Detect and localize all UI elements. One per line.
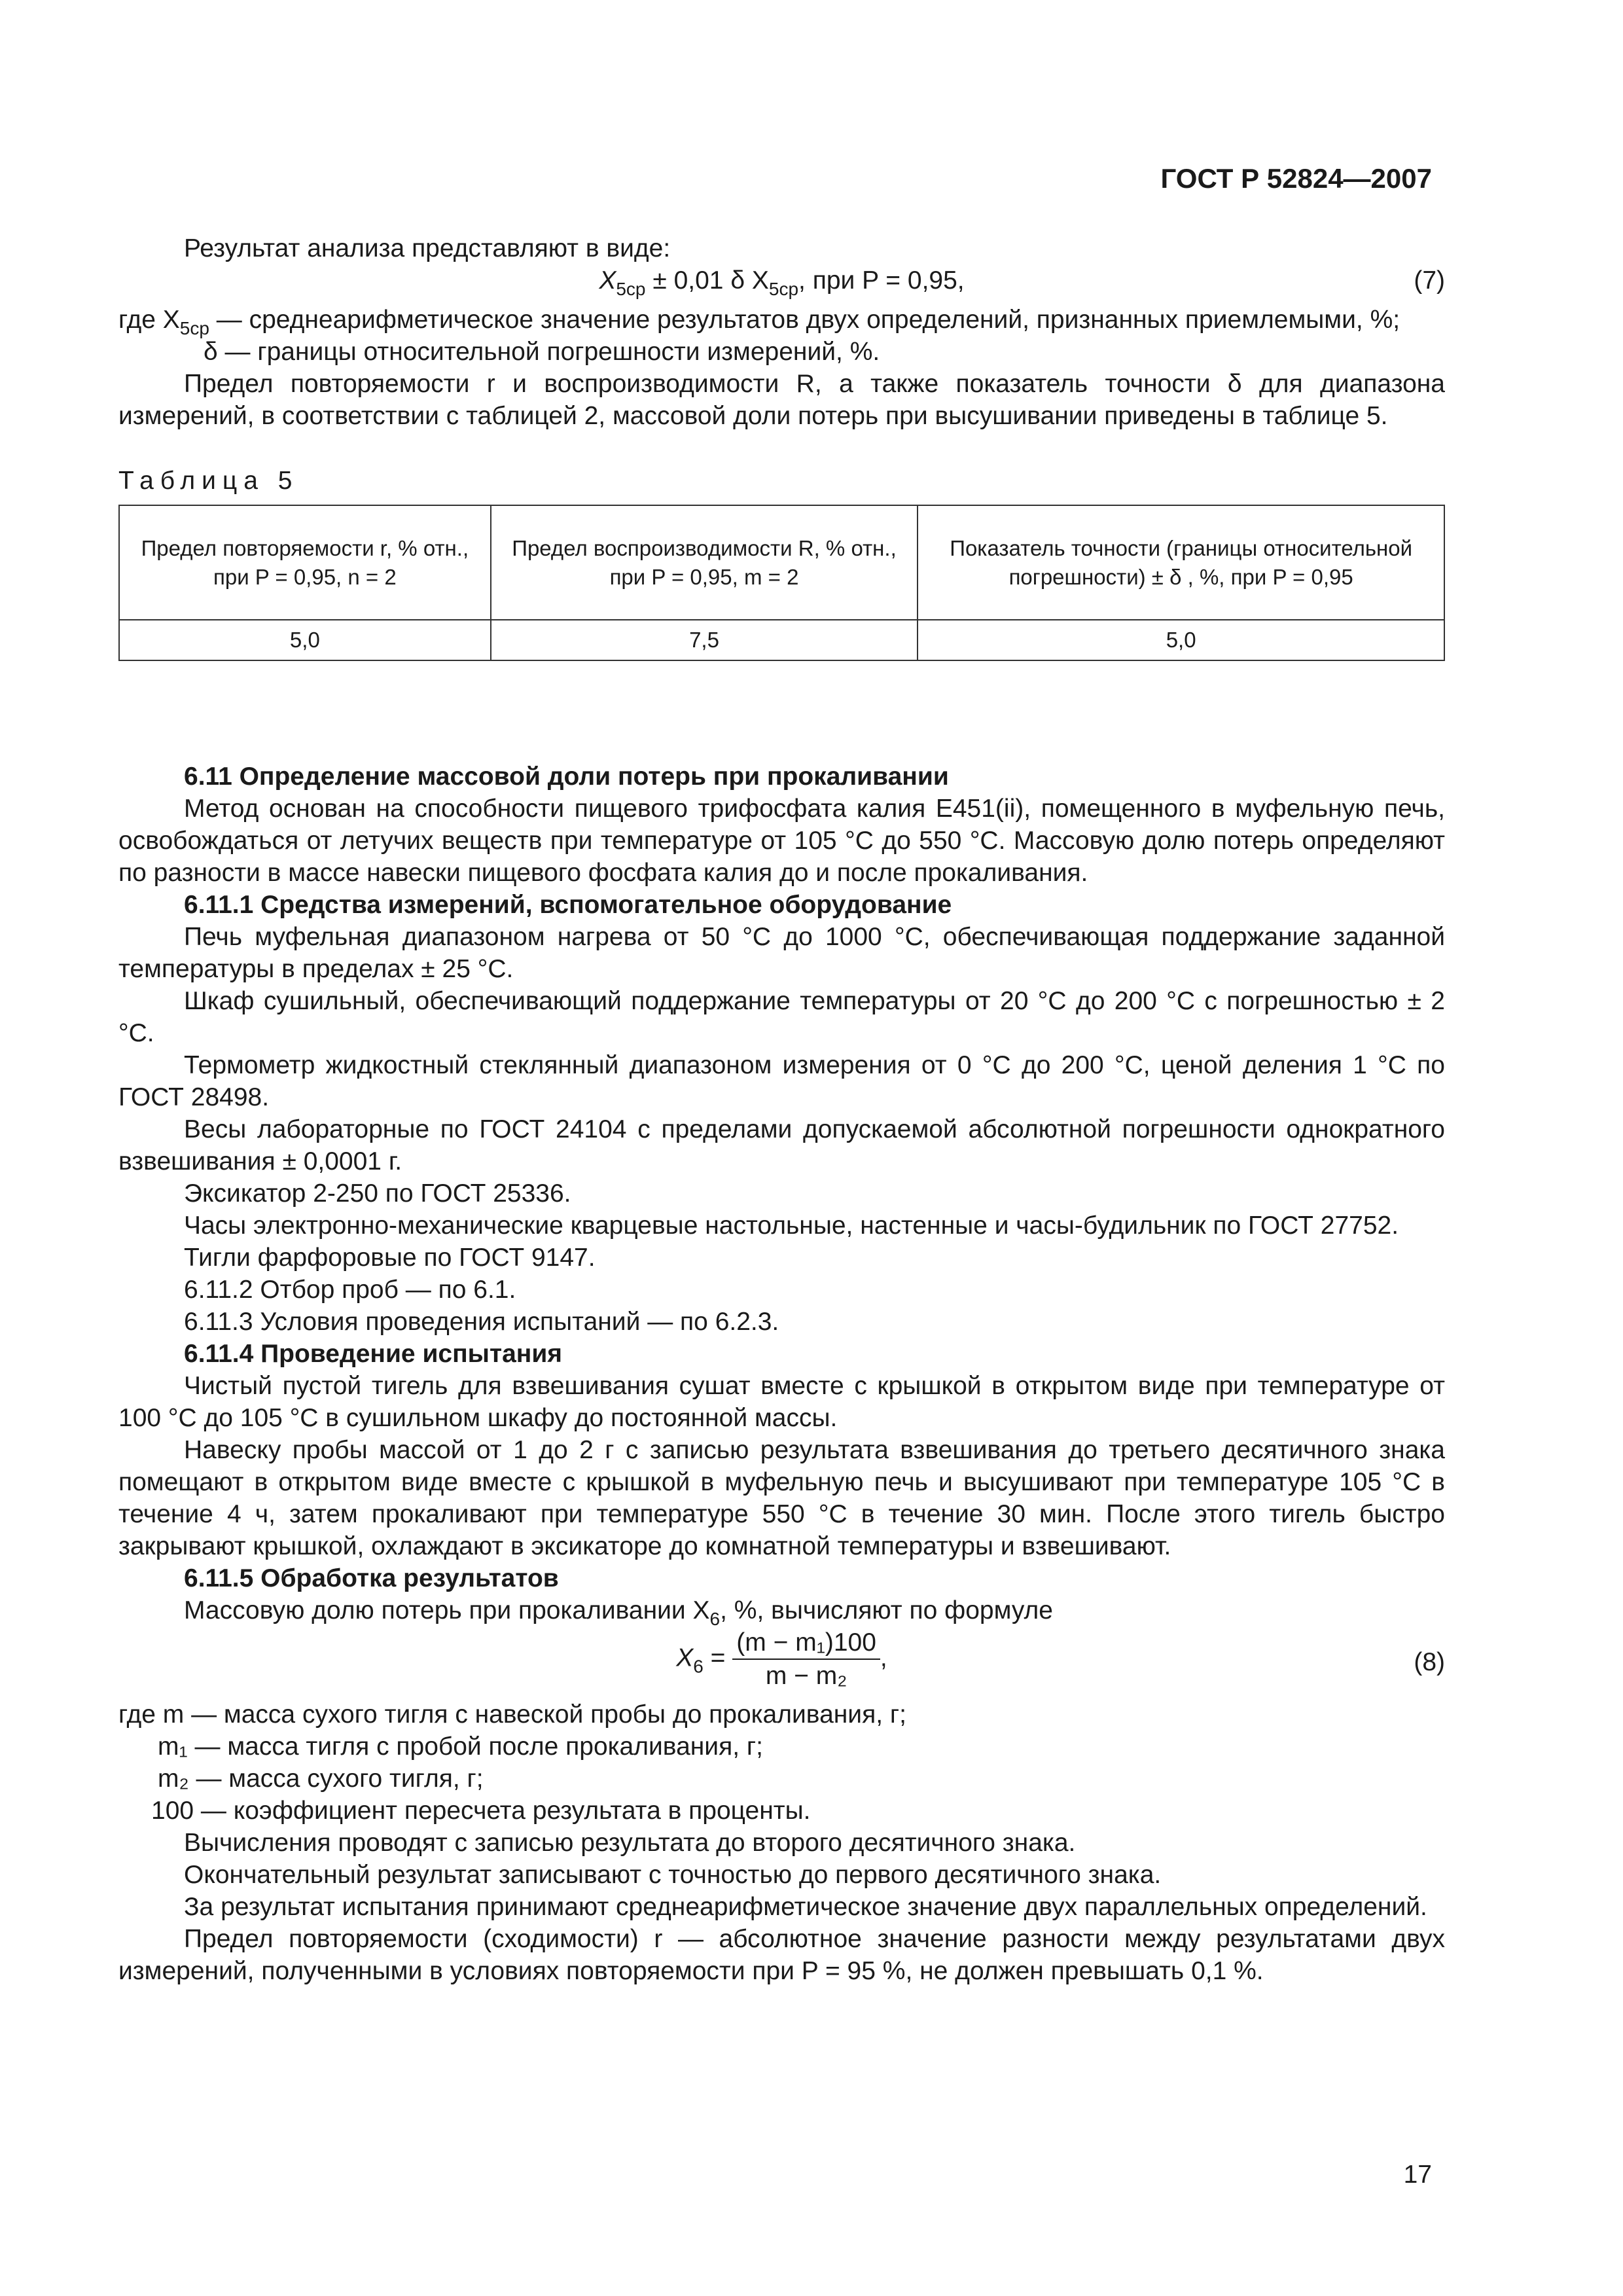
- where-7-line2: δ — границы относительной погрешности измерений, %.: [204, 338, 880, 366]
- calc-intro: Массовую долю потерь при прокаливании $X_6$, %, вычисляют по формуле: [184, 1596, 1053, 1629]
- top-block: [118, 232, 1445, 661]
- where-8-item: m₂ — масса сухого тигля, г;: [158, 1765, 484, 1793]
- section-6-11-text: Метод основан на способности пищевого трифосфата калия Е451(ii), помещенного в муфельную печь, освобождаться от летучих веществ при температуре от 105 °С до 550 °С. Массовую долю потерь определяют по разности в массе навески пищевого фосфата калия до и после прокаливания.: [118, 795, 1445, 887]
- equipment-item: Тигли фарфоровые по ГОСТ 9147.: [184, 1244, 596, 1272]
- section-6-11-5-title: 6.11.5 Обработка результатов: [184, 1564, 559, 1592]
- page-number: 17: [1403, 2161, 1432, 2189]
- procedure-text: Навеску пробы массой от 1 до 2 г с записью результата взвешивания до третьего десятичного знака помещают в открытом виде вместе с крышкой в муфельную печь и высушивают при температуре 105 °С в течение 4 ч, затем прокаливают при температуре 550 °С в течение 30 мин. После этого тигель быстро закрывают крышкой, охлаждают в эксикаторе до комнатной температуры и взвешивают.: [118, 1436, 1445, 1560]
- table-5: [118, 505, 1445, 661]
- table-header-cell: Показатель точности (границы относительной погрешности) ± δ , %, при P = 0,95: [918, 505, 1444, 620]
- closing-text: За результат испытания принимают среднеарифметическое значение двух параллельных определений.: [184, 1893, 1427, 1921]
- limits-paragraph: Предел повторяемости r и воспроизводимости R, а также показатель точности δ для диапазона измерений, в соответствии с таблицей 2, массовой доли потерь при высушивании приведены в таблице 5.: [118, 370, 1445, 430]
- closing-text: Окончательный результат записывают с точностью до первого десятичного знака.: [184, 1861, 1162, 1889]
- section-6-11-2: 6.11.2 Отбор проб — по 6.1.: [184, 1276, 516, 1304]
- where-8-item: m₁ — масса тигля с пробой после прокаливания, г;: [158, 1732, 763, 1761]
- table-row: [119, 620, 1444, 660]
- formula-7: $X_{5ср} \pm 0,01$ δ $X_{5ср}$, при P = 0,95, (7): [118, 264, 1445, 304]
- formula-7-number: (7): [1414, 266, 1445, 295]
- closing-text: Предел повторяемости (сходимости) r — абсолютное значение разности между результатами двух измерений, полученными в условиях повторяемости при P = 95 %, не должен превышать 0,1 %.: [118, 1925, 1445, 1985]
- table-cell: 5,0: [918, 620, 1444, 660]
- formula-8-fraction: $\frac{\text{(m − m₁)100}}{\text{m − m₂}}$: [732, 1626, 880, 1692]
- table-caption: Таблица 5: [118, 467, 299, 495]
- where-8-item: где m — масса сухого тигля с навеской пробы до прокаливания, г;: [118, 1700, 906, 1729]
- equipment-item: Часы электронно-механические кварцевые настольные, настенные и часы-будильник по ГОСТ 27752.: [184, 1211, 1399, 1240]
- equipment-item: Печь муфельная диапазоном нагрева от 50 °С до 1000 °С, обеспечивающая поддержание заданной температуры в пределах ± 25 °С.: [118, 923, 1445, 983]
- equipment-item: Эксикатор 2-250 по ГОСТ 25336.: [184, 1179, 571, 1208]
- section-6-11-3: 6.11.3 Условия проведения испытаний — по 6.2.3.: [184, 1308, 779, 1336]
- table-header-cell: Предел воспроизводимости R, % отн., при P = 0,95, m = 2: [491, 505, 918, 620]
- procedure-text: Чистый пустой тигель для взвешивания сушат вместе с крышкой в открытом виде при температуре от 100 °С до 105 °С в сушильном шкафу до постоянной массы.: [118, 1372, 1445, 1432]
- formula-7-lhs: X: [599, 266, 616, 295]
- formula-8: $X_6$ = $\frac{\text{(m − m₁)100}}{\text{m − m₂}}$ , (8): [118, 1626, 1445, 1698]
- equipment-item: Термометр жидкостный стеклянный диапазоном измерения от 0 °С до 200 °С, ценой деления 1 °С по ГОСТ 28498.: [118, 1051, 1445, 1111]
- equipment-item: Шкаф сушильный, обеспечивающий поддержание температуры от 20 °С до 200 °С с погрешностью ± 2 °С.: [118, 987, 1445, 1047]
- closing-text: Вычисления проводят с записью результата до второго десятичного знака.: [184, 1829, 1076, 1857]
- document-id: ГОСТ Р 52824—2007: [1160, 163, 1432, 194]
- section-6-11-1-title: 6.11.1 Средства измерений, вспомогательное оборудование: [184, 891, 952, 919]
- table-header-cell: Предел повторяемости r, % отн., при P = 0,95, n = 2: [119, 505, 491, 620]
- where-8-item: 100 — коэффициент пересчета результата в проценты.: [151, 1797, 811, 1825]
- where-7-line1: где $X_{5ср}$ — среднеарифметическое значение результатов двух определений, признанных приемлемыми, %;: [118, 306, 1400, 338]
- formula-8-lhs: X: [676, 1643, 694, 1672]
- main-block: [118, 761, 1445, 1987]
- table-header-row: [119, 505, 1444, 620]
- equipment-item: Весы лабораторные по ГОСТ 24104 с пределами допускаемой абсолютной погрешности однократного взвешивания ± 0,0001 г.: [118, 1115, 1445, 1175]
- table-cell: 5,0: [119, 620, 491, 660]
- section-6-11-4-title: 6.11.4 Проведение испытания: [184, 1340, 563, 1368]
- section-6-11-title: 6.11 Определение массовой доли потерь при прокаливании: [184, 762, 949, 791]
- formula-8-number: (8): [1414, 1648, 1445, 1676]
- table-cell: 7,5: [491, 620, 918, 660]
- intro-text: Результат анализа представляют в виде:: [184, 234, 671, 262]
